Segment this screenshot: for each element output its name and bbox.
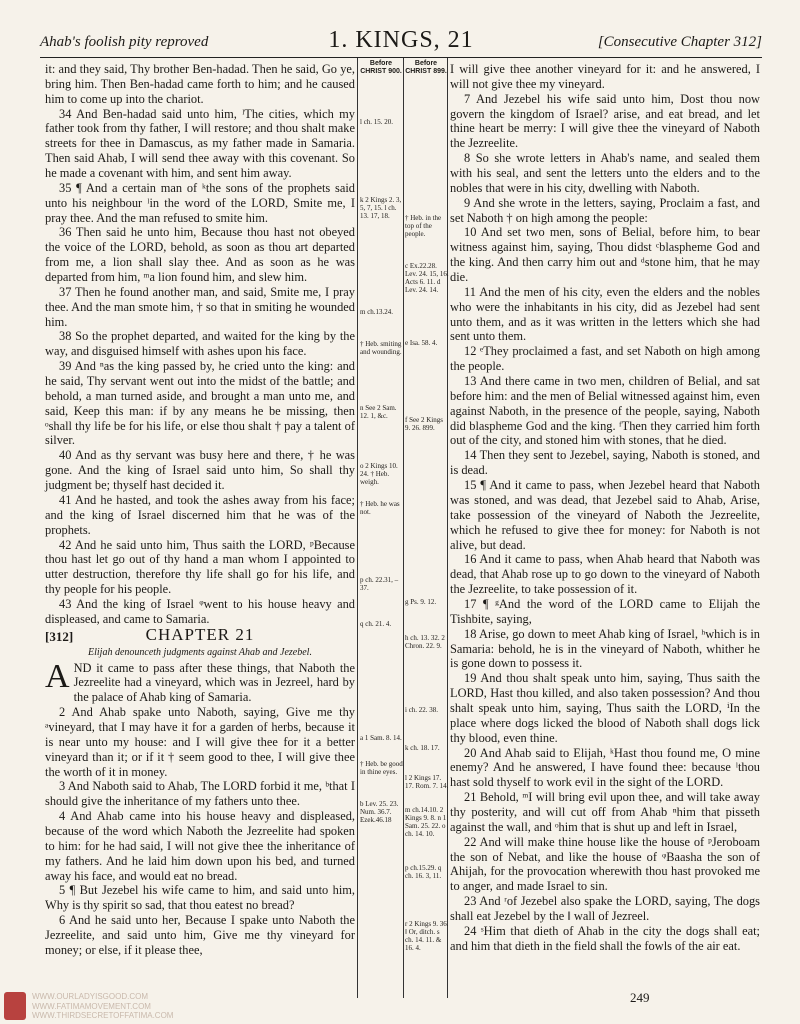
column-divider-right xyxy=(447,58,448,998)
cross-reference: c Ex.22.28. Lev. 24. 15, 16. Acts 6. 11. d Lev. 24. 14. xyxy=(405,262,449,294)
cross-reference: † Heb. be good in thine eyes. xyxy=(360,760,403,776)
cross-reference: f See 2 Kings 9. 26. 899. xyxy=(405,416,443,432)
verse-text: 40 And as thy servant was busy here and there, † he was gone. And the king of Israel said unto him, So shall thy judgment be; thyself hast decided it. xyxy=(45,448,355,493)
verse-text: 9 And she wrote in the letters, saying, Proclaim a fast, and set Naboth † on high among the people: xyxy=(450,195,760,225)
verse-text: 38 So the prophet departed, and waited for the king by the way, and disguised himself with ashes upon his face. xyxy=(45,329,355,359)
verse-text: 21 Behold, ᵐI will bring evil upon thee, and will take away thy posterity, and will cut off from Ahab ⁿhim that pisseth against the wall, and ᵒhim that is shut up and left in Israel, xyxy=(450,790,760,834)
verse-text: ND it came to pass after these things, that Naboth the Jezreelite had a vineyard, which was in Jezreel, hard by the palace of Ahab king of Samaria. xyxy=(73,660,355,705)
verse-text: 2 And Ahab spake unto Naboth, saying, Give me thy ᵃvineyard, that I may have it for a garden of herbs, because it is near unto my house: and I will give thee for it a better vineyard than it; or if it † seem good to thee, I will give thee the worth of it in money. xyxy=(45,705,355,779)
cross-reference: m ch.14.10. 2 Kings 9. 8. n 1 Sam. 25. 22. o ch. 14. 10. xyxy=(405,806,447,838)
header-section-title: Ahab's foolish pity reproved xyxy=(40,34,209,50)
verse-text: 7 And Jezebel his wife said unto him, Dost thou now govern the kingdom of Israel? arise, and eat bread, and let thine heart be merry: I will give thee the vineyard of Naboth the Jezreelite. xyxy=(450,91,760,151)
verse-text: 19 And thou shalt speak unto him, saying, Thus saith the LORD, Hast thou killed, and also taken possession? And thou shalt speak unto him, saying, Thus saith the LORD, ⁱIn the place where dogs licked the blood of Naboth shall dogs lick thy blood, even thine. xyxy=(450,671,760,745)
running-header xyxy=(40,26,762,56)
verse-text: 5 ¶ But Jezebel his wife came to him, and said unto him, Why is thy spirit so sad, that thou eatest no bread? xyxy=(45,883,355,913)
verse-text: 24 ˢHim that dieth of Ahab in the city the dogs shall eat; and him that dieth in the field shall the fowls of the air eat. xyxy=(450,923,760,953)
verse-text: 36 Then said he unto him, Because thou hast not obeyed the voice of the LORD, behold, as soon as thou art departed from me, a lion shall slay thee. And as soon as he was departed from him, ᵐa lion found him, and slew him. xyxy=(45,225,355,285)
cross-reference: b Lev. 25. 23. Num. 36.7. Ezek.46.18 xyxy=(360,800,399,824)
watermark-url: WWW.OURLADYISGOOD.COM xyxy=(32,992,148,1001)
text-column-left xyxy=(45,62,355,958)
verse-text: 4 And Ahab came into his house heavy and displeased, because of the word which Naboth the Jezreelite had spoken to him: for he had said, I will not give thee the inheritance of my fathers. And he laid him down upon his bed, and turned away his face, and would eat no bread. xyxy=(45,809,355,883)
verse-text: 3 And Naboth said to Ahab, The LORD forbid it me, ᵇthat I should give the inheritance of my fathers unto thee. xyxy=(45,779,355,809)
verse-text: 8 So she wrote letters in Ahab's name, and sealed them with his seal, and sent the letters unto the elders and to the nobles that were in his city, dwelling with Naboth. xyxy=(450,151,760,195)
cross-reference: o 2 Kings 10. 24. † Heb. weigh. xyxy=(360,462,398,486)
verse-text: 6 And he said unto her, Because I spake unto Naboth the Jezreelite, and said unto him, Give me thy vineyard for money; or else, if it please thee, xyxy=(45,913,355,957)
cross-reference: g Ps. 9. 12. xyxy=(405,598,437,606)
chapter-summary: Elijah denounceth judgments against Ahab and Jezebel. xyxy=(88,646,312,658)
cross-reference: † Heb. in the top of the people. xyxy=(405,214,442,238)
watermark-url: WWW.FATIMAMOVEMENT.COM xyxy=(32,1001,151,1011)
verse-text: 34 And Ben-hadad said unto him, ˡThe cities, which my father took from thy father, I will restore; and thou shalt make streets for thee in Damascus, as my father made in Samaria. Then said Ahab, I will send thee away with this covenant. So he made a covenant with him, and sent him away. xyxy=(45,106,355,181)
text-column-right xyxy=(450,62,760,954)
verse-text: 18 Arise, go down to meet Ahab king of Israel, ʰwhich is in Samaria: behold, he is in the vineyard of Naboth, whither he is gone down to possess it. xyxy=(450,626,760,671)
verse-text: 14 Then they sent to Jezebel, saying, Naboth is stoned, and is dead. xyxy=(450,448,760,478)
cross-reference: k 2 Kings 2. 3, 5, 7, 15. l ch. 13. 17, 18. xyxy=(360,196,402,220)
verse-text: 39 And ⁿas the king passed by, he cried unto the king: and he said, Thy servant went out into the midst of the battle; and behold, a man turned aside, and brought a man unto me, and said, Keep this man: if by any means he be missing, then ᵒshall thy life be for his life, or else thou shalt † pay a talent of silver. xyxy=(45,359,355,448)
verse-text: 10 And set two men, sons of Belial, before him, to bear witness against him, saying, Thou didst ᶜblaspheme God and the king. And then carry him out and ᵈstone him, that he may die. xyxy=(450,225,760,285)
verse-text: 41 And he hasted, and took the ashes away from his face; and the king of Israel discerned him that he was of the prophets. xyxy=(45,492,355,537)
cross-reference: k ch. 18. 17. xyxy=(405,744,440,752)
cross-reference: † Heb. he was not. xyxy=(360,500,400,516)
center-date-right: Before CHRIST 899. xyxy=(405,60,447,75)
verse-text: 16 And it came to pass, when Ahab heard that Naboth was dead, that Ahab rose up to go down to the vineyard of Naboth the Jezreelite, to take possession of it. xyxy=(450,552,760,597)
verse-text: 22 And will make thine house like the house of ᵖJeroboam the son of Nebat, and like the house of ᵠBaasha the son of Ahijah, for the provocation wherewith thou hast provoked me to anger, and made Israel to sin. xyxy=(450,834,760,894)
cross-reference: q ch. 21. 4. xyxy=(360,620,392,628)
cross-reference: l ch. 15. 20. xyxy=(360,118,394,126)
verse-text: 12 ᵉThey proclaimed a fast, and set Naboth on high among the people. xyxy=(450,344,760,374)
consecutive-chapter-number: [312] xyxy=(45,628,74,644)
verse-text: 13 And there came in two men, children of Belial, and sat before him: and the men of Belial witnessed against him, even against Naboth, in the presence of the people, saying, Naboth did blaspheme God and the king. ᶠThen they carried him forth out of the city, and stoned him with stones, that he died. xyxy=(450,374,760,448)
center-date-left: Before CHRIST 900. xyxy=(360,60,402,75)
cross-reference: e Isa. 58. 4. xyxy=(405,339,438,347)
cross-reference: l 2 Kings 17. 17. Rom. 7. 14. xyxy=(405,774,449,790)
header-rule xyxy=(40,57,762,58)
column-divider-left xyxy=(357,58,358,998)
header-book-chapter: 1. KINGS, 21 xyxy=(328,27,474,53)
cross-reference: p ch. 22.31, –37. xyxy=(360,576,399,592)
verse-text: 20 And Ahab said to Elijah, ᵏHast thou found me, O mine enemy? And he answered, I have found thee: because ˡthou hast sold thyself to work evil in the sight of the LORD. xyxy=(450,745,760,790)
watermark-urls xyxy=(32,992,173,1021)
verse-text: 37 Then he found another man, and said, Smite me, I pray thee. And the man smote him, † so that in smiting he wounded him. xyxy=(45,284,355,329)
cross-reference: p ch.15.29. q ch. 16. 3, 11. xyxy=(405,864,442,880)
cross-reference: a 1 Sam. 8. 14. xyxy=(360,734,402,742)
verse-text: 15 ¶ And it came to pass, when Jezebel heard that Naboth was stoned, and was dead, that Jezebel said to Ahab, Arise, take possession of the vineyard of Naboth the Jezreelite, which he refused to give thee for money: for Naboth is not alive, but dead. xyxy=(450,478,760,552)
verse-text: it: and they said, Thy brother Ben-hadad. Then he said, Go ye, bring him. Then Ben-hadad came forth to him; and he caused him to come up into the chariot. xyxy=(45,62,355,106)
verse-text: I will give thee another vineyard for it: and he answered, I will not give thee my vineyard. xyxy=(450,62,760,91)
seal-icon xyxy=(4,992,26,1020)
verse-text-first xyxy=(45,657,355,706)
chapter-heading xyxy=(45,624,355,646)
verse-text: 11 And the men of his city, even the elders and the nobles who were the inhabitants in his city, did as Jezebel had sent unto them, and as it was written in the letters which she had sent unto them. xyxy=(450,284,760,344)
watermark-url: WWW.THIRDSECRETOFFATIMA.COM xyxy=(32,1011,174,1020)
page-number: 249 xyxy=(630,990,650,1005)
chapter-title: CHAPTER 21 xyxy=(145,624,255,644)
verse-text: 42 And he said unto him, Thus saith the LORD, ᵖBecause thou hast let go out of thy hand a man whom I appointed to utter destruction, therefore thy life shall go for his life, and thy people for his people. xyxy=(45,537,355,597)
cross-reference: r 2 Kings 9. 36. ‖ Or, ditch. s ch. 14. 11. & 16. 4. xyxy=(405,920,449,952)
verse-text: 23 And ʳof Jezebel also spake the LORD, saying, The dogs shall eat Jezebel by the ‖ wall of Jezreel. xyxy=(450,894,760,923)
verse-text: 17 ¶ ᵍAnd the word of the LORD came to Elijah the Tishbite, saying, xyxy=(450,596,760,626)
verse-text: 35 ¶ And a certain man of ᵏthe sons of the prophets said unto his neighbour ˡin the word of the LORD, Smite me, I pray thee. And the man refused to smite him. xyxy=(45,180,355,225)
drop-cap: A xyxy=(45,657,70,695)
cross-reference: m ch.13.24. xyxy=(360,308,394,316)
verse-text: 43 And the king of Israel ᵠwent to his house heavy and displeased, and came to Samaria. xyxy=(45,596,355,626)
cross-reference: † Heb. smiting and wounding. xyxy=(360,340,402,356)
cross-reference: i ch. 22. 38. xyxy=(405,706,439,714)
cross-reference: h ch. 13. 32. 2 Chron. 22. 9. xyxy=(405,634,445,650)
header-consecutive-chapter: [Consecutive Chapter 312] xyxy=(597,34,762,50)
cross-reference: n See 2 Sam. 12. 1, &c. xyxy=(360,404,397,420)
